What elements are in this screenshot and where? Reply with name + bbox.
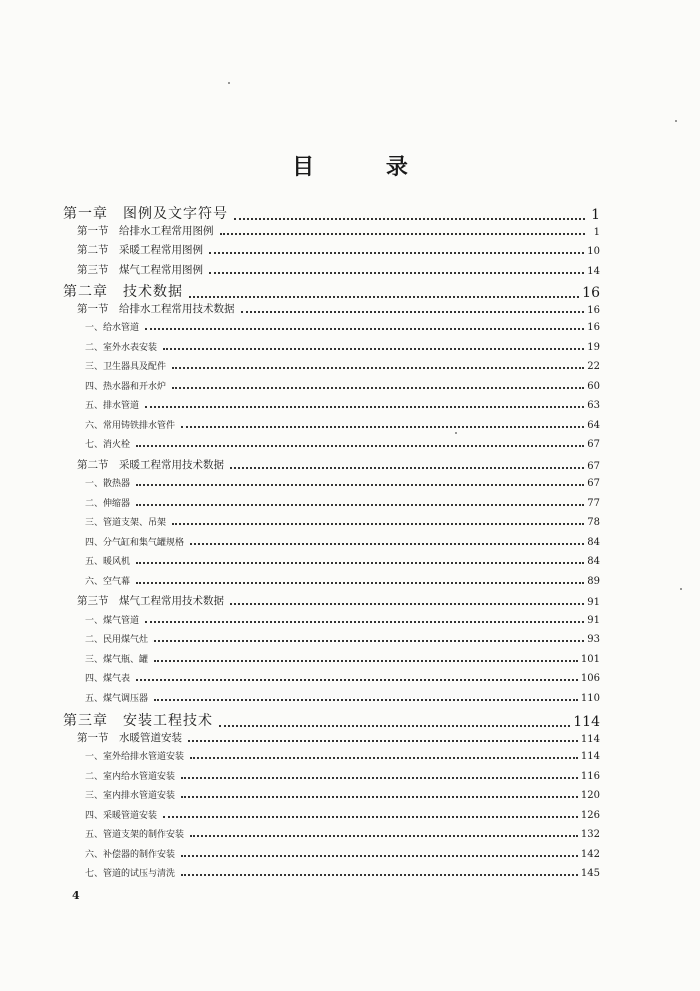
toc-item bbox=[85, 827, 600, 840]
toc-entry-page: 67 bbox=[587, 460, 600, 472]
scan-speck bbox=[675, 120, 677, 122]
dot-leader bbox=[145, 327, 584, 330]
toc-item bbox=[85, 535, 600, 548]
toc-entry-label: 四、煤气表 bbox=[85, 674, 131, 684]
toc-entry-page: 16 bbox=[587, 322, 600, 333]
toc-item bbox=[85, 652, 600, 665]
toc-entry-label: 二、室外水表安装 bbox=[85, 342, 158, 353]
toc-entry-page: 84 bbox=[587, 536, 600, 548]
toc-section bbox=[77, 730, 600, 745]
toc-entry-label: 第一节 给排水工程常用图例 bbox=[77, 224, 214, 237]
toc-entry-page: 84 bbox=[587, 556, 600, 567]
toc-entry-page: 89 bbox=[587, 575, 600, 587]
dot-leader bbox=[136, 678, 578, 681]
toc-item bbox=[85, 613, 600, 626]
toc-entry-label: 七、消火栓 bbox=[85, 440, 131, 450]
toc-entry-label: 第二节 采暖工程常用技术数据 bbox=[77, 458, 224, 471]
toc-item bbox=[85, 515, 600, 528]
toc-entry-page: 67 bbox=[587, 439, 600, 450]
dot-leader bbox=[154, 639, 584, 642]
toc-entry-page: 1 bbox=[593, 226, 600, 238]
toc-entry-page: 106 bbox=[580, 673, 600, 684]
toc-item bbox=[85, 788, 600, 801]
scan-speck bbox=[680, 588, 682, 590]
toc-entry-label: 第一节 水暖管道安装 bbox=[77, 731, 182, 744]
dot-leader bbox=[181, 854, 578, 857]
toc-entry-label: 第一节 给排水工程常用技术数据 bbox=[77, 302, 235, 315]
toc-section bbox=[77, 593, 600, 608]
toc-entry-page: 114 bbox=[580, 733, 600, 745]
dot-leader bbox=[145, 620, 584, 623]
page-title: 目 录 bbox=[292, 155, 440, 180]
toc-entry-page: 114 bbox=[573, 714, 600, 730]
dot-leader bbox=[163, 347, 584, 350]
toc-item bbox=[85, 769, 600, 782]
toc-item bbox=[85, 866, 600, 879]
toc-entry-page: 110 bbox=[580, 692, 600, 704]
toc-entry-label: 三、室内排水管道安装 bbox=[85, 791, 176, 801]
dot-leader bbox=[190, 542, 584, 545]
toc-entry-page: 10 bbox=[587, 246, 600, 257]
toc-entry-label: 第二节 采暖工程常用图例 bbox=[77, 244, 203, 256]
toc-entry-label: 第二章 技术数据 bbox=[63, 284, 183, 300]
toc-chapter bbox=[63, 281, 600, 301]
toc-entry-page: 93 bbox=[587, 634, 600, 645]
dot-leader bbox=[136, 561, 584, 564]
toc-entry-page: 120 bbox=[580, 790, 600, 801]
toc-entry-label: 五、煤气调压器 bbox=[85, 693, 149, 704]
toc-entry-label: 五、管道支架的制作安装 bbox=[85, 830, 185, 840]
toc-entry-page: 91 bbox=[587, 614, 600, 626]
toc-item bbox=[85, 418, 600, 431]
toc-entry-label: 第三节 煤气工程常用图例 bbox=[77, 263, 203, 276]
toc-entry-label: 六、补偿器的制作安装 bbox=[85, 849, 176, 860]
toc-entry-page: 77 bbox=[587, 497, 600, 509]
toc-entry-page: 142 bbox=[580, 848, 600, 860]
toc-entry-page: 91 bbox=[587, 597, 600, 608]
dot-leader bbox=[172, 522, 584, 525]
toc-entry-label: 三、卫生器具及配件 bbox=[85, 362, 167, 372]
toc-entry-label: 第三节 煤气工程常用技术数据 bbox=[77, 595, 224, 607]
toc-entry-page: 16 bbox=[582, 285, 600, 301]
dot-leader bbox=[234, 217, 585, 220]
toc-item bbox=[85, 632, 600, 645]
scan-speck bbox=[455, 432, 457, 434]
scan-speck bbox=[228, 82, 230, 84]
toc-chapter bbox=[63, 710, 600, 730]
page-number: 4 bbox=[72, 889, 80, 902]
toc-item bbox=[85, 379, 600, 392]
toc-entry-page: 78 bbox=[587, 517, 600, 528]
toc-item bbox=[85, 496, 600, 509]
toc-entry-page: 1 bbox=[591, 207, 600, 223]
dot-leader bbox=[136, 483, 584, 486]
dot-leader bbox=[230, 602, 584, 605]
toc-item bbox=[85, 847, 600, 860]
dot-leader bbox=[181, 873, 578, 876]
dot-leader bbox=[241, 310, 585, 313]
toc-item bbox=[85, 808, 600, 821]
toc-entry-page: 114 bbox=[580, 751, 600, 762]
toc-entry-label: 第三章 安装工程技术 bbox=[63, 713, 213, 729]
dot-leader bbox=[220, 232, 586, 235]
toc-section bbox=[77, 223, 600, 238]
dot-leader bbox=[181, 795, 578, 798]
dot-leader bbox=[219, 724, 570, 727]
toc-item bbox=[85, 671, 600, 684]
toc-entry-page: 16 bbox=[587, 304, 600, 316]
toc-entry-page: 64 bbox=[587, 419, 600, 431]
toc-entry-label: 第一章 图例及文字符号 bbox=[63, 206, 228, 222]
toc-item bbox=[85, 398, 600, 411]
toc-item bbox=[85, 749, 600, 762]
toc-entry-label: 七、管道的试压与清洗 bbox=[85, 869, 176, 879]
toc-entry-label: 四、热水器和开水炉 bbox=[85, 381, 167, 392]
toc-entry-label: 三、煤气瓶、罐 bbox=[85, 654, 149, 665]
toc-entry-label: 五、暖风机 bbox=[85, 557, 131, 567]
toc-entry-page: 132 bbox=[580, 829, 600, 840]
toc-item bbox=[85, 554, 600, 567]
toc-item bbox=[85, 437, 600, 450]
dot-leader bbox=[181, 425, 584, 428]
toc-section bbox=[77, 457, 600, 472]
toc-item bbox=[85, 574, 600, 587]
toc-entry-label: 一、散热器 bbox=[85, 479, 131, 489]
toc-item bbox=[85, 359, 600, 372]
toc-entry-label: 六、常用铸铁排水管件 bbox=[85, 420, 176, 431]
dot-leader bbox=[163, 815, 578, 818]
toc-item bbox=[85, 691, 600, 704]
dot-leader bbox=[145, 405, 584, 408]
toc-entry-label: 二、伸缩器 bbox=[85, 498, 131, 509]
toc-section bbox=[77, 301, 600, 316]
dot-leader bbox=[172, 366, 584, 369]
toc-item bbox=[85, 320, 600, 333]
toc-entry-page: 22 bbox=[587, 361, 600, 372]
toc-entry-label: 二、室内给水管道安装 bbox=[85, 771, 176, 782]
toc-entry-page: 116 bbox=[580, 770, 600, 782]
dot-leader bbox=[136, 581, 584, 584]
toc-entry-label: 四、分气缸和集气罐规格 bbox=[85, 537, 185, 548]
toc-entry-label: 六、空气幕 bbox=[85, 576, 131, 587]
toc-section bbox=[77, 262, 600, 277]
toc-chapter bbox=[63, 203, 600, 223]
toc-entry-label: 三、管道支架、吊架 bbox=[85, 518, 167, 528]
toc-entry-page: 126 bbox=[580, 809, 600, 821]
toc-entry-page: 145 bbox=[580, 868, 600, 879]
dot-leader bbox=[189, 295, 579, 298]
toc-entry-page: 60 bbox=[587, 380, 600, 392]
dot-leader bbox=[209, 271, 584, 274]
toc-entry-page: 14 bbox=[587, 265, 600, 277]
dot-leader bbox=[136, 503, 584, 506]
dot-leader bbox=[181, 776, 578, 779]
toc-entry-label: 一、给水管道 bbox=[85, 323, 140, 333]
toc-entry-label: 二、民用煤气灶 bbox=[85, 635, 149, 645]
toc-section bbox=[77, 242, 600, 257]
toc-item bbox=[85, 340, 600, 353]
dot-leader bbox=[209, 251, 584, 254]
dot-leader bbox=[230, 466, 584, 469]
dot-leader bbox=[154, 698, 578, 701]
dot-leader bbox=[136, 444, 584, 447]
dot-leader bbox=[154, 659, 578, 662]
toc-item bbox=[85, 476, 600, 489]
toc-entry-page: 19 bbox=[587, 341, 600, 353]
toc-entry-label: 一、煤气管道 bbox=[85, 615, 140, 626]
dot-leader bbox=[172, 386, 584, 389]
toc-entry-page: 101 bbox=[580, 653, 600, 665]
toc-entry-label: 五、排水管道 bbox=[85, 401, 140, 411]
toc-entry-page: 63 bbox=[587, 400, 600, 411]
toc-entry-label: 四、采暖管道安装 bbox=[85, 810, 158, 821]
dot-leader bbox=[190, 756, 578, 759]
dot-leader bbox=[190, 834, 578, 837]
toc-entry-label: 一、室外给排水管道安装 bbox=[85, 752, 185, 762]
toc-entry-page: 67 bbox=[587, 478, 600, 489]
dot-leader bbox=[188, 739, 578, 742]
